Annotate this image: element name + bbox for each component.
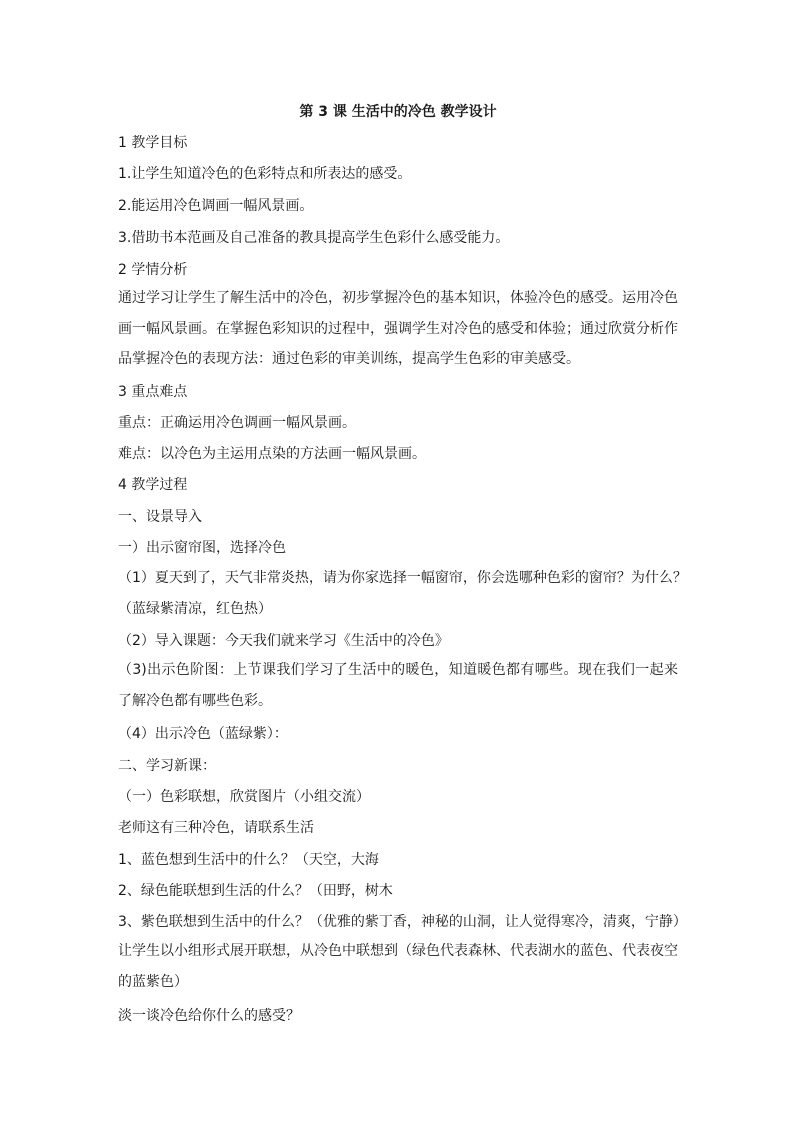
document-title: 第 3 课 生活中的冷色 教学设计 <box>299 104 497 120</box>
process-item-1: （1）夏天到了，天气非常炎热，请为你家选择一幅窗帘，你会选哪种色彩的窗帘？为什么？ <box>118 570 687 586</box>
question-green: 2、绿色能联想到生活的什么？（田野，树木 <box>118 883 393 899</box>
objective-2: 2.能运用冷色调画一幅风景画。 <box>118 198 314 214</box>
section-heading-analysis: 2 学情分析 <box>118 262 188 278</box>
keypoint-difficulty: 难点：以冷色为主运用点染的方法画一幅风景画。 <box>118 446 426 462</box>
question-blue: 1、蓝色想到生活中的什么？（天空，大海 <box>118 852 379 868</box>
section-heading-keypoints: 3 重点难点 <box>118 384 188 400</box>
process-step-new-lesson: 二、学习新课： <box>118 758 216 774</box>
process-item-1-answer: （蓝绿紫清凉，红色热） <box>118 601 272 617</box>
process-item-2: （2）导入课题：今天我们就来学习《生活中的冷色》 <box>118 633 449 649</box>
question-purple: 3、紫色联想到生活中的什么？（优雅的紫丁香，神秘的山洞，让人觉得寒冷，清爽，宁静） <box>118 914 687 930</box>
process-substep-curtain: 一）出示窗帘图，选择冷色 <box>118 540 286 556</box>
keypoint-focus: 重点：正确运用冷色调画一幅风景画。 <box>118 415 356 431</box>
objective-1: 1.让学生知道冷色的色彩特点和所表达的感受。 <box>118 166 412 182</box>
objective-3: 3.借助书本范画及自己准备的教具提高学生色彩什么感受能力。 <box>118 230 510 246</box>
analysis-paragraph: 通过学习让学生了解生活中的冷色，初步掌握冷色的基本知识，体验冷色的感受。运用冷色画一幅风景画。在掌握色彩知识的过程中，强调学生对冷色的感受和体验；通过欣赏分析作品掌握冷色的表现方法：通过色彩的审美训练，提高学生色彩的审美感受。 <box>118 290 678 367</box>
process-item-4: （4）出示冷色（蓝绿紫）： <box>118 726 288 742</box>
section-heading-process: 4 教学过程 <box>118 477 188 493</box>
process-step-intro: 一、设景导入 <box>118 509 202 525</box>
group-association-paragraph: 让学生以小组形式展开联想，从冷色中联想到（绿色代表森林、代表湖水的蓝色、代表夜空的蓝紫色） <box>118 943 678 990</box>
process-substep-association: （一）色彩联想，欣赏图片（小组交流） <box>118 789 370 805</box>
discussion-prompt: 淡一谈冷色给你什么的感受？ <box>118 1008 300 1024</box>
section-heading-objectives: 1 教学目标 <box>118 135 188 151</box>
process-item-3: （3)出示色阶图：上节课我们学习了生活中的暖色，知道暖色都有哪些。现在我们一起来了解冷色都有哪些色彩。 <box>118 662 678 709</box>
teacher-prompt: 老师这有三种冷色，请联系生活 <box>118 820 314 836</box>
